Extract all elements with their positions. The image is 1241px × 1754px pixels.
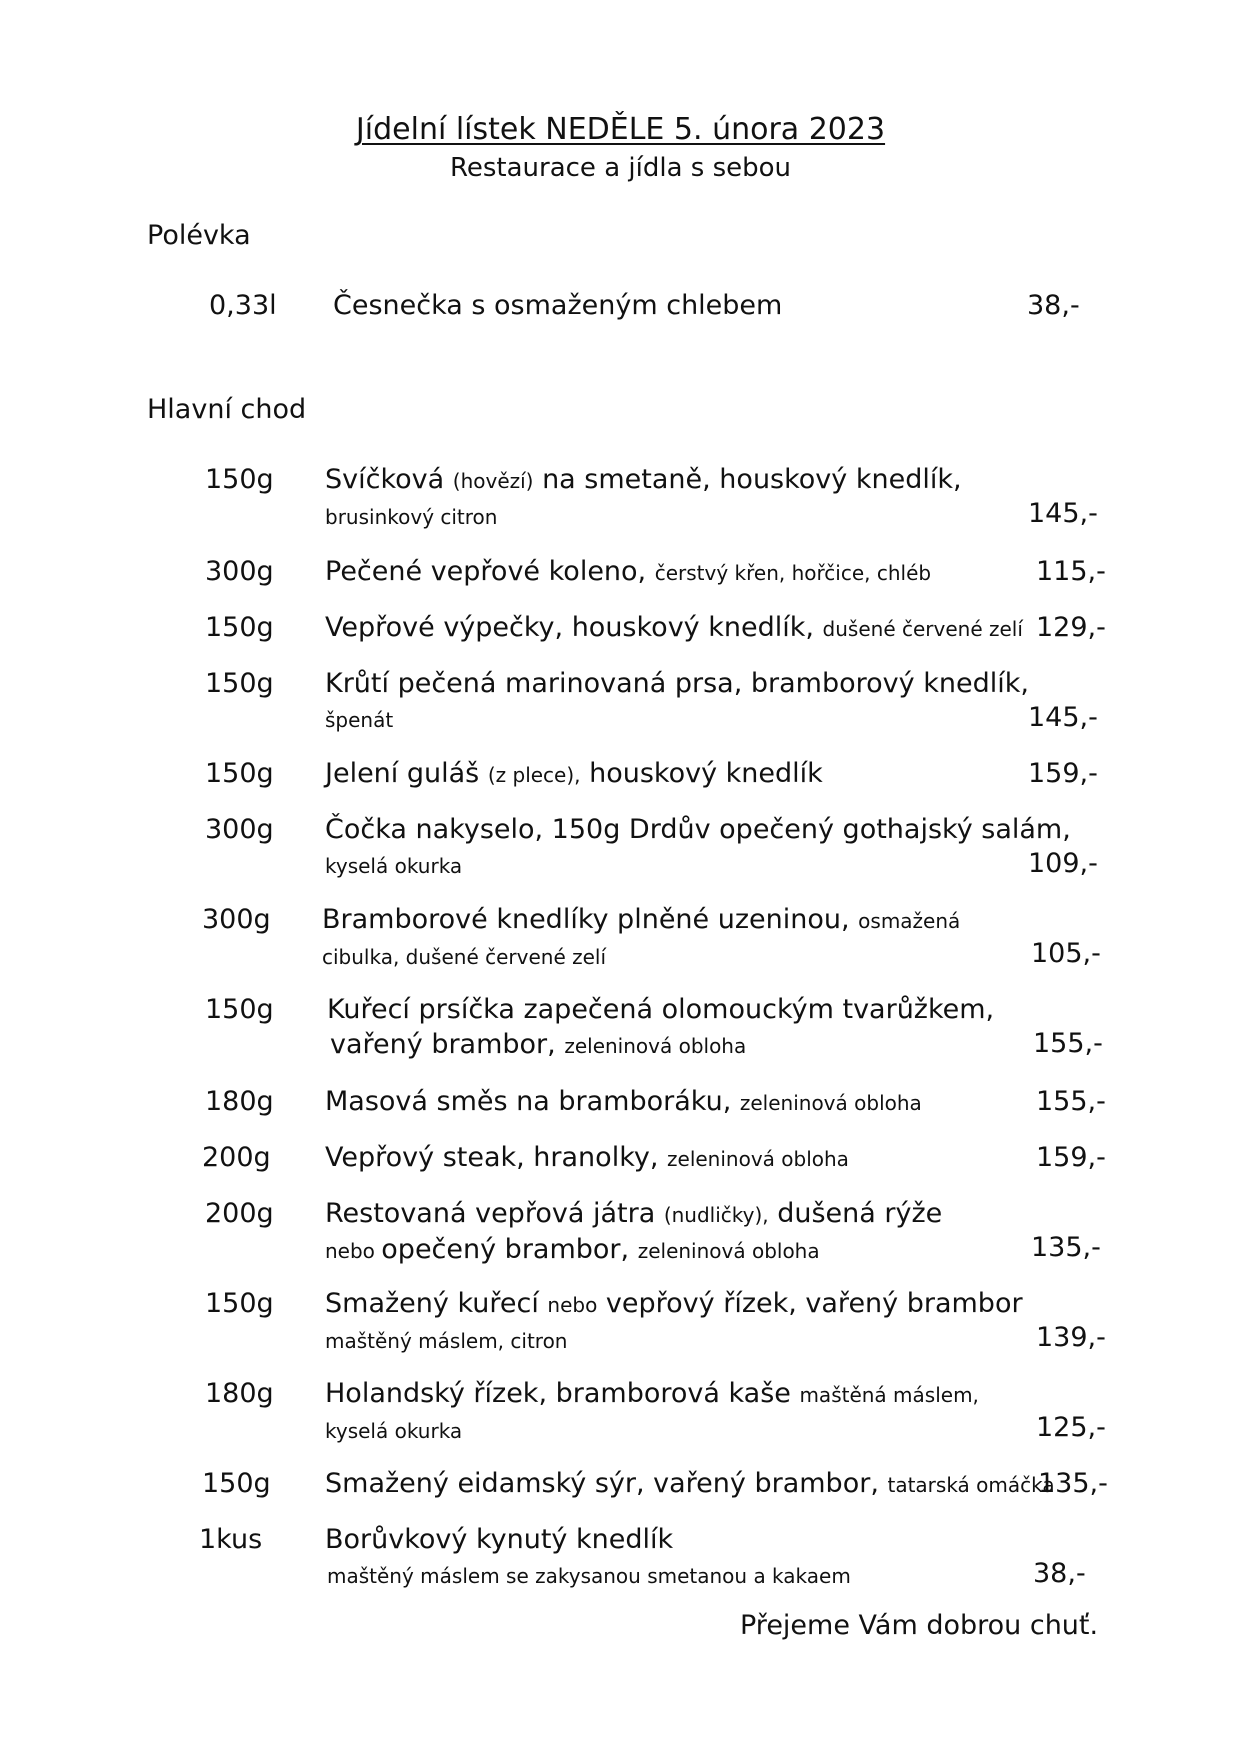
page-title xyxy=(0,110,1241,150)
item-quantity: 300g xyxy=(202,904,271,935)
item-price: 125,- xyxy=(1036,1412,1106,1443)
item-side: brusinkový citron xyxy=(325,505,498,529)
item-quantity: 150g xyxy=(205,994,274,1025)
item-side: zeleninová obloha xyxy=(667,1147,849,1171)
section-heading-soup: Polévka xyxy=(147,220,251,251)
item-connector: nebo xyxy=(547,1293,598,1317)
item-description xyxy=(325,1286,1030,1359)
item-line-2 xyxy=(325,1322,1030,1359)
item-price: 155,- xyxy=(1033,1028,1103,1059)
item-description xyxy=(325,554,1030,591)
item-side: zeleninová obloha xyxy=(637,1239,820,1263)
item-quantity: 300g xyxy=(205,814,274,845)
item-side: maštěný máslem, citron xyxy=(325,1329,568,1353)
item-quantity: 150g xyxy=(205,668,274,699)
item-price: 159,- xyxy=(1036,1142,1106,1173)
item-line-1 xyxy=(325,1286,1030,1323)
item-price: 38,- xyxy=(1027,290,1080,321)
item-line-1 xyxy=(325,666,1030,702)
item-description xyxy=(325,1196,1030,1269)
section-heading-main: Hlavní chod xyxy=(147,394,307,425)
item-name: Pečené vepřové koleno, xyxy=(325,556,655,587)
item-name-continued: na smetaně, houskový knedlík, xyxy=(533,464,962,495)
item-quantity: 200g xyxy=(202,1142,271,1173)
item-description xyxy=(325,666,1030,738)
item-name: Svíčková xyxy=(325,464,453,495)
item-quantity: 180g xyxy=(205,1378,274,1409)
item-price: 135,- xyxy=(1031,1232,1101,1263)
item-line-1 xyxy=(325,1196,1030,1233)
item-name: Kuřecí prsíčka zapečená olomouckým tvarůžkem, xyxy=(327,994,995,1025)
item-quantity: 300g xyxy=(205,556,274,587)
item-side: zeleninová obloha xyxy=(739,1091,922,1115)
item-name: Masová směs na bramboráku, xyxy=(325,1086,740,1117)
item-description xyxy=(325,462,1030,535)
item-side: maštěná máslem, xyxy=(799,1383,979,1407)
item-quantity: 0,33l xyxy=(209,290,277,321)
item-description xyxy=(325,610,1030,647)
item-side: osmažená xyxy=(858,909,961,933)
item-description xyxy=(327,992,1032,1064)
item-note: (nudličky), xyxy=(663,1203,769,1227)
item-price: 155,- xyxy=(1036,1086,1106,1117)
item-description xyxy=(325,1466,1055,1503)
item-quantity: 150g xyxy=(205,1288,274,1319)
item-quantity: 150g xyxy=(205,464,274,495)
item-line-2 xyxy=(325,1232,1030,1269)
item-name: Jelení guláš xyxy=(325,758,488,789)
item-line-1 xyxy=(325,756,1030,793)
item-name: Restovaná vepřová játra xyxy=(325,1198,664,1229)
item-line-1 xyxy=(325,462,1030,499)
item-name: Čočka nakyselo, 150g Drdův opečený gothajský salám, xyxy=(325,814,1071,845)
item-line-1 xyxy=(325,1466,1055,1503)
page-title-text: Jídelní lístek NEDĚLE 5. února 2023 xyxy=(355,112,886,147)
item-line-1 xyxy=(325,1140,1030,1177)
item-quantity: 150g xyxy=(202,1468,271,1499)
item-side: čerstvý křen, hořčice, chléb xyxy=(654,561,932,585)
item-line-1 xyxy=(325,1522,1030,1558)
item-note: (z plece), xyxy=(487,763,581,787)
item-line-1 xyxy=(327,992,1032,1028)
item-side: maštěný máslem se zakysanou smetanou a kakaem xyxy=(327,1564,851,1588)
item-quantity: 150g xyxy=(205,758,274,789)
item-description xyxy=(325,756,1030,793)
item-name-continued: houskový knedlík xyxy=(580,758,823,789)
item-name: Bramborové knedlíky plněné uzeninou, xyxy=(322,904,859,935)
item-line-2 xyxy=(325,701,1030,738)
item-name: Smažený kuřecí xyxy=(325,1288,548,1319)
item-price: 159,- xyxy=(1028,758,1098,789)
item-quantity: 1kus xyxy=(199,1524,263,1555)
item-price: 105,- xyxy=(1031,938,1101,969)
item-price: 145,- xyxy=(1028,702,1098,733)
item-price: 135,- xyxy=(1038,1468,1108,1499)
item-description xyxy=(333,288,1038,324)
item-line-1 xyxy=(325,1084,1030,1121)
item-line-2 xyxy=(325,847,1030,884)
item-side: zeleninová obloha xyxy=(564,1034,747,1058)
item-name: Smažený eidamský sýr, vařený brambor, xyxy=(325,1468,888,1499)
item-quantity: 150g xyxy=(205,612,274,643)
item-quantity: 200g xyxy=(205,1198,274,1229)
item-side: kyselá okurka xyxy=(325,854,463,878)
item-line-2 xyxy=(325,1557,1030,1594)
item-price: 109,- xyxy=(1028,848,1098,879)
item-price: 129,- xyxy=(1036,612,1106,643)
item-quantity: 180g xyxy=(205,1086,274,1117)
item-name: Vepřové výpečky, houskový knedlík, xyxy=(325,612,823,643)
page-subtitle: Restaurace a jídla s sebou xyxy=(449,153,792,183)
item-side: špenát xyxy=(325,708,394,732)
item-note: (hovězí) xyxy=(452,469,534,493)
item-description xyxy=(325,1376,1030,1449)
closing-greeting: Přejeme Vám dobrou chuť. xyxy=(740,1610,1099,1641)
item-name: Borůvkový kynutý knedlík xyxy=(325,1524,674,1555)
item-line-1 xyxy=(325,1376,1030,1413)
item-name: Krůtí pečená marinovaná prsa, bramborový knedlík, xyxy=(325,668,1029,699)
item-line-1 xyxy=(322,902,1027,939)
item-name-continued: vepřový řízek, vařený brambor xyxy=(597,1288,1023,1319)
item-name: Holandský řízek, bramborová kaše xyxy=(325,1378,800,1409)
item-line-2 xyxy=(322,938,1027,975)
item-side-continued: kyselá okurka xyxy=(325,1419,463,1443)
item-description xyxy=(325,1140,1030,1177)
item-price: 145,- xyxy=(1028,498,1098,529)
item-side: tatarská omáčka xyxy=(887,1473,1055,1497)
item-line-1 xyxy=(325,812,1071,848)
item-line-2 xyxy=(325,498,1030,535)
item-line-2 xyxy=(327,1027,1032,1064)
item-price: 139,- xyxy=(1036,1322,1106,1353)
item-alternative: opečený brambor, xyxy=(381,1234,638,1265)
item-description xyxy=(325,1522,1030,1594)
item-side-continued: cibulka, dušené červené zelí xyxy=(322,945,607,969)
item-description xyxy=(322,902,1027,975)
item-line-1 xyxy=(325,554,1030,591)
item-price: 115,- xyxy=(1036,556,1106,587)
item-name: Vepřový steak, hranolky, xyxy=(325,1142,668,1173)
item-price: 38,- xyxy=(1033,1558,1086,1589)
item-name: Česnečka s osmaženým chlebem xyxy=(333,290,783,321)
item-side: dušené červené zelí xyxy=(822,617,1023,641)
item-side-main: vařený brambor, xyxy=(330,1029,565,1060)
item-connector: nebo xyxy=(325,1239,382,1263)
item-line-1 xyxy=(325,610,1030,647)
item-description xyxy=(325,1084,1030,1121)
item-line-2 xyxy=(325,1412,1030,1449)
item-name-continued: dušená rýže xyxy=(768,1198,943,1229)
